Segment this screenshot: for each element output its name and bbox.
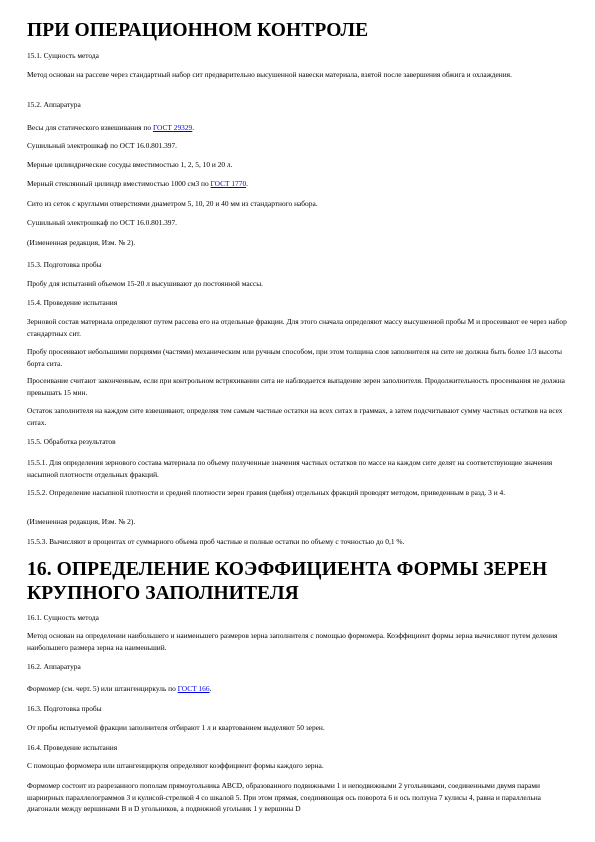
subsection-heading: 15.1. Сущность метода	[27, 51, 99, 60]
paragraph: Формомер состоит из разрезанного пополам прямоугольника ABCD, образованного подвижными 1 и неподвижными 2 угольниками, соединенными двумя парами шарнирных параллелограммов 3 и кулисой-стрелкой 4 со шкалой 5. При этом прямая, соединяющая ось поворота 6 и ось ползуна 7 кулисы 4, равна и параллельна диагонали между вершинами B и D угольников, а подвижной угольник 1 у вершины D	[27, 781, 541, 813]
subsection-heading: 15.4. Проведение испытания	[27, 298, 118, 307]
paragraph: Пробу просеивают небольшими порциями (частями) механическим или ручным способом, при этом толщина слоя заполнителя на сите не должна быть более 1/3 высоты борта сита.	[27, 347, 562, 368]
section-15-title: ПРИ ОПЕРАЦИОННОМ КОНТРОЛЕ	[27, 20, 369, 41]
amendment-note: (Измененная редакция, Изм. № 2).	[27, 517, 136, 526]
paragraph: Сушильный электрошкаф по ОСТ 16.0.801.397.	[27, 218, 178, 227]
paragraph: Метод основан на рассеве через стандартный набор сит предварительно высушенной навески материала, взятой после завершения обжига и охлаждения.	[27, 70, 512, 79]
paragraph: Зерновой состав материала определяют путем рассева его на отдельные фракции. Для этого сначала определяют массу высушенной пробы M и просеивают ее через набор стандартных сит.	[27, 317, 567, 338]
paragraph: Пробу для испытаний объемом 15-20 л высушивают до постоянной массы.	[27, 279, 264, 288]
paragraph: Формомер (см. черт. 5) или штангенциркуль по ГОСТ 166.	[27, 684, 212, 693]
paragraph: Остаток заполнителя на каждом сите взвешивают, определяя тем самым частные остатки на всех ситах в граммах, а затем подсчитывают сумму частных остатков на всех ситах.	[27, 406, 563, 427]
paragraph: Мерный стеклянный цилиндр вместимостью 1000 см3 по ГОСТ 1770.	[27, 179, 248, 188]
subsection-heading: 15.3. Подготовка пробы	[27, 260, 102, 269]
gost-29329-link[interactable]: ГОСТ 29329	[152, 123, 193, 132]
paragraph: С помощью формомера или штангенциркуля определяют коэффициент формы каждого зерна.	[27, 761, 324, 770]
paragraph: Мерные цилиндрические сосуды вместимостью 1, 2, 5, 10 и 20 л.	[27, 160, 233, 169]
section-16-title: 16. ОПРЕДЕЛЕНИЕ КОЭФФИЦИЕНТА ФОРМЫ ЗЕРЕН КРУПНОГО ЗАПОЛНИТЕЛЯ	[27, 559, 548, 604]
subsection-heading: 15.5. Обработка результатов	[27, 437, 116, 446]
gost-166-link[interactable]: ГОСТ 166	[177, 684, 210, 693]
subsection-heading: 16.1. Сущность метода	[27, 613, 99, 622]
paragraph: Сито из сеток с круглыми отверстиями диаметром 5, 10, 20 и 40 мм из стандартного набора.	[27, 199, 318, 208]
subsection-heading: 16.4. Проведение испытания	[27, 743, 118, 752]
paragraph: Весы для статического взвешивания по ГОСТ 29329.	[27, 123, 195, 132]
subsection-heading: 16.3. Подготовка пробы	[27, 704, 102, 713]
paragraph: От пробы испытуемой фракции заполнителя отбирают 1 л и квартованием выделяют 50 зерен.	[27, 723, 325, 732]
paragraph: Метод основан на определении наибольшего и наименьшего размеров зерна заполнителя с помощью формомера. Коэффициент формы зерна вычисляют путем деления наибольшего размера зерна на наименьший.	[27, 631, 558, 652]
subsection-heading: 15.2. Аппаратура	[27, 100, 81, 109]
paragraph: 15.5.1. Для определения зернового состава материала по объему полученные значения частных остатков по массе на каждом сите делят на соответствующие значения насыпной плотности отдельных фракций.	[27, 458, 553, 479]
paragraph: 15.5.3. Вычисляют в процентах от суммарного объема проб частные и полные остатки по объему с точностью до 0,1 %.	[27, 537, 405, 546]
subsection-heading: 16.2. Аппаратура	[27, 662, 81, 671]
paragraph: Сушильный электрошкаф по ОСТ 16.0.801.397.	[27, 141, 178, 150]
paragraph: 15.5.2. Определение насыпной плотности и средней плотности зерен гравия (щебня) отдельных фракций проводят методом, приведенным в разд. 3 и 4.	[27, 488, 506, 497]
paragraph: Просеивание считают законченным, если при контрольном встряхивании сита не наблюдается выпадение зерен заполнителя. Продолжительность просеивания не должна превышать 15 мин.	[27, 376, 565, 397]
gost-1770-link[interactable]: ГОСТ 1770	[210, 179, 247, 188]
amendment-note: (Измененная редакция, Изм. № 2).	[27, 238, 136, 247]
